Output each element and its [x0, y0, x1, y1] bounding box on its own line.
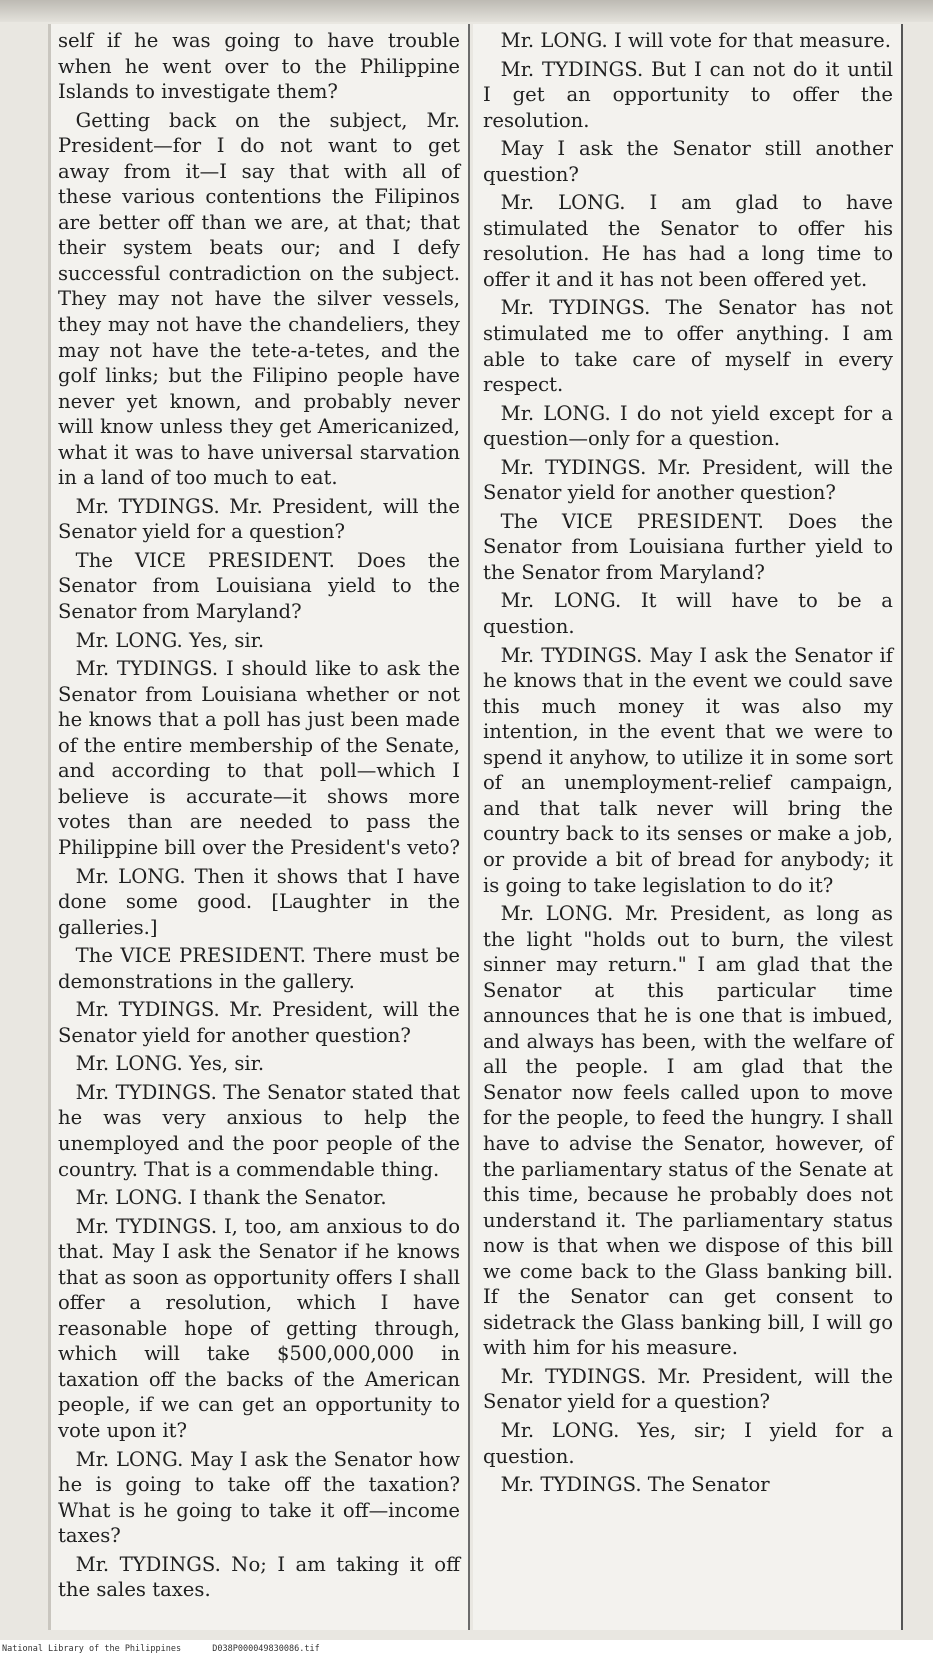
paragraph: Mr. TYDINGS. Mr. President, will the Senator yield for another question? [483, 455, 893, 505]
paragraph: Mr. TYDINGS. The Senator [500, 1473, 770, 1497]
paragraph: self if he was going to have trouble when he went over to the Philippine Islands to investigate them? [58, 29, 460, 104]
file-name: D038P000049830086.tif [212, 1644, 320, 1654]
paragraph: Mr. LONG. I thank the Senator. [75, 1186, 387, 1210]
paragraph: May I ask the Senator still another question? [483, 137, 893, 186]
paragraph: Mr. TYDINGS. May I ask the Senator if he knows that in the event we could save this much money it was also my intention, in the event that we were to spend it anyhow, to utilize it in some sort of an unemployment-relief campaign, and that talk never will bring the country back to its senses or make a job, or provide a bit of bread for anybody; it is going to take legislation to do it? [483, 643, 893, 897]
paragraph: Mr. TYDINGS. But I can not do it until I get an opportunity to offer the resolution. [483, 57, 893, 132]
paragraph: Mr. LONG. Yes, sir; I yield for a question. [483, 1418, 893, 1468]
paragraph: Mr. TYDINGS. I, too, am anxious to do that. May I ask the Senator if he knows that as soon as opportunity offers I shall offer a resolution, which I have reasonable hope of getting through, which will take $500,000,000 in taxation off the backs of the American people, if we can get an opportunity to vote upon it? [58, 1214, 460, 1442]
paragraph: Mr. TYDINGS. Mr. President, will the Senator yield for a question? [58, 494, 460, 544]
right-column [473, 24, 903, 1630]
left-column [48, 24, 470, 1630]
paragraph: Mr. TYDINGS. I should like to ask the Senator from Louisiana whether or not he knows that a poll has just been made of the entire membership of the Senate, and according to that poll—which I believe is accurate—it shows more votes than are needed to pass the Philippine bill over the President's veto? [58, 657, 460, 859]
paragraph: The VICE PRESIDENT. There must be demonstrations in the gallery. [58, 944, 460, 993]
paragraph: Mr. TYDINGS. The Senator has not stimulated me to offer anything. I am able to take care of myself in every respect. [483, 296, 893, 397]
paragraph: Mr. LONG. Yes, sir. [75, 1052, 265, 1076]
paragraph: Mr. LONG. May I ask the Senator how he is going to take off the taxation? What is he going to take it off—income taxes? [58, 1447, 460, 1548]
paragraph: The VICE PRESIDENT. Does the Senator from Louisiana yield to the Senator from Maryland? [58, 548, 460, 624]
paragraph: Mr. LONG. I do not yield except for a question—only for a question. [483, 401, 893, 451]
paragraph: The VICE PRESIDENT. Does the Senator from Louisiana further yield to the Senator from Maryland? [483, 509, 893, 584]
paragraph: Mr. LONG. Then it shows that I have done some good. [Laughter in the galleries.] [58, 864, 460, 939]
scan-top-edge [0, 0, 933, 22]
paragraph: Mr. TYDINGS. Mr. President, will the Senator yield for another question? [58, 998, 460, 1047]
paragraph: Mr. LONG. Mr. President, as long as the light "holds out to burn, the vilest sinner may return." I am glad that the Senator at this particular time announces that he is one that is imbued, and always has been, with the welfare of all the people. I am glad that the Senator now feels called upon to move for the people, to feed the hungry. I shall have to advise the Senator, however, of the parliamentary status of the Senate at this time, because he probably does not understand it. The parliamentary status now is that when we dispose of this bill we come back to the Glass banking bill. If the Senator can get consent to sidetrack the Glass banking bill, I will go with him for his measure. [483, 902, 893, 1360]
paragraph: Mr. LONG. I will vote for that measure. [500, 29, 891, 52]
library-name: National Library of the Philippines [2, 1644, 182, 1654]
paragraph: Mr. LONG. I am glad to have stimulated the Senator to offer his resolution. He has had a long time to offer it and it has not been offered yet. [483, 191, 893, 291]
paragraph: Getting back on the subject, Mr. President—for I do not want to get away from it—I say that with all of these various contentions the Filipinos are better off than we are, at that; that their system beats our; and I defy successful contradiction on the subject. They may not have the silver vessels, they may not have the chandeliers, they may not have the tete-a-tetes, and the golf links; but the Filipino people have never yet known, and probably never will know unless they get Americanized, what it was to have universal starvation in a land of too much to eat. [58, 108, 460, 490]
scan-footer [0, 1640, 933, 1658]
paragraph: Mr. TYDINGS. No; I am taking it off the sales taxes. [58, 1552, 460, 1602]
paragraph: Mr. TYDINGS. The Senator stated that he was very anxious to help the unemployed and the poor people of the country. That is a commendable thing. [58, 1080, 460, 1181]
paragraph: Mr. LONG. Yes, sir. [75, 628, 265, 652]
paragraph: Mr. LONG. It will have to be a question. [483, 589, 893, 639]
paragraph: Mr. TYDINGS. Mr. President, will the Senator yield for a question? [483, 1364, 893, 1414]
